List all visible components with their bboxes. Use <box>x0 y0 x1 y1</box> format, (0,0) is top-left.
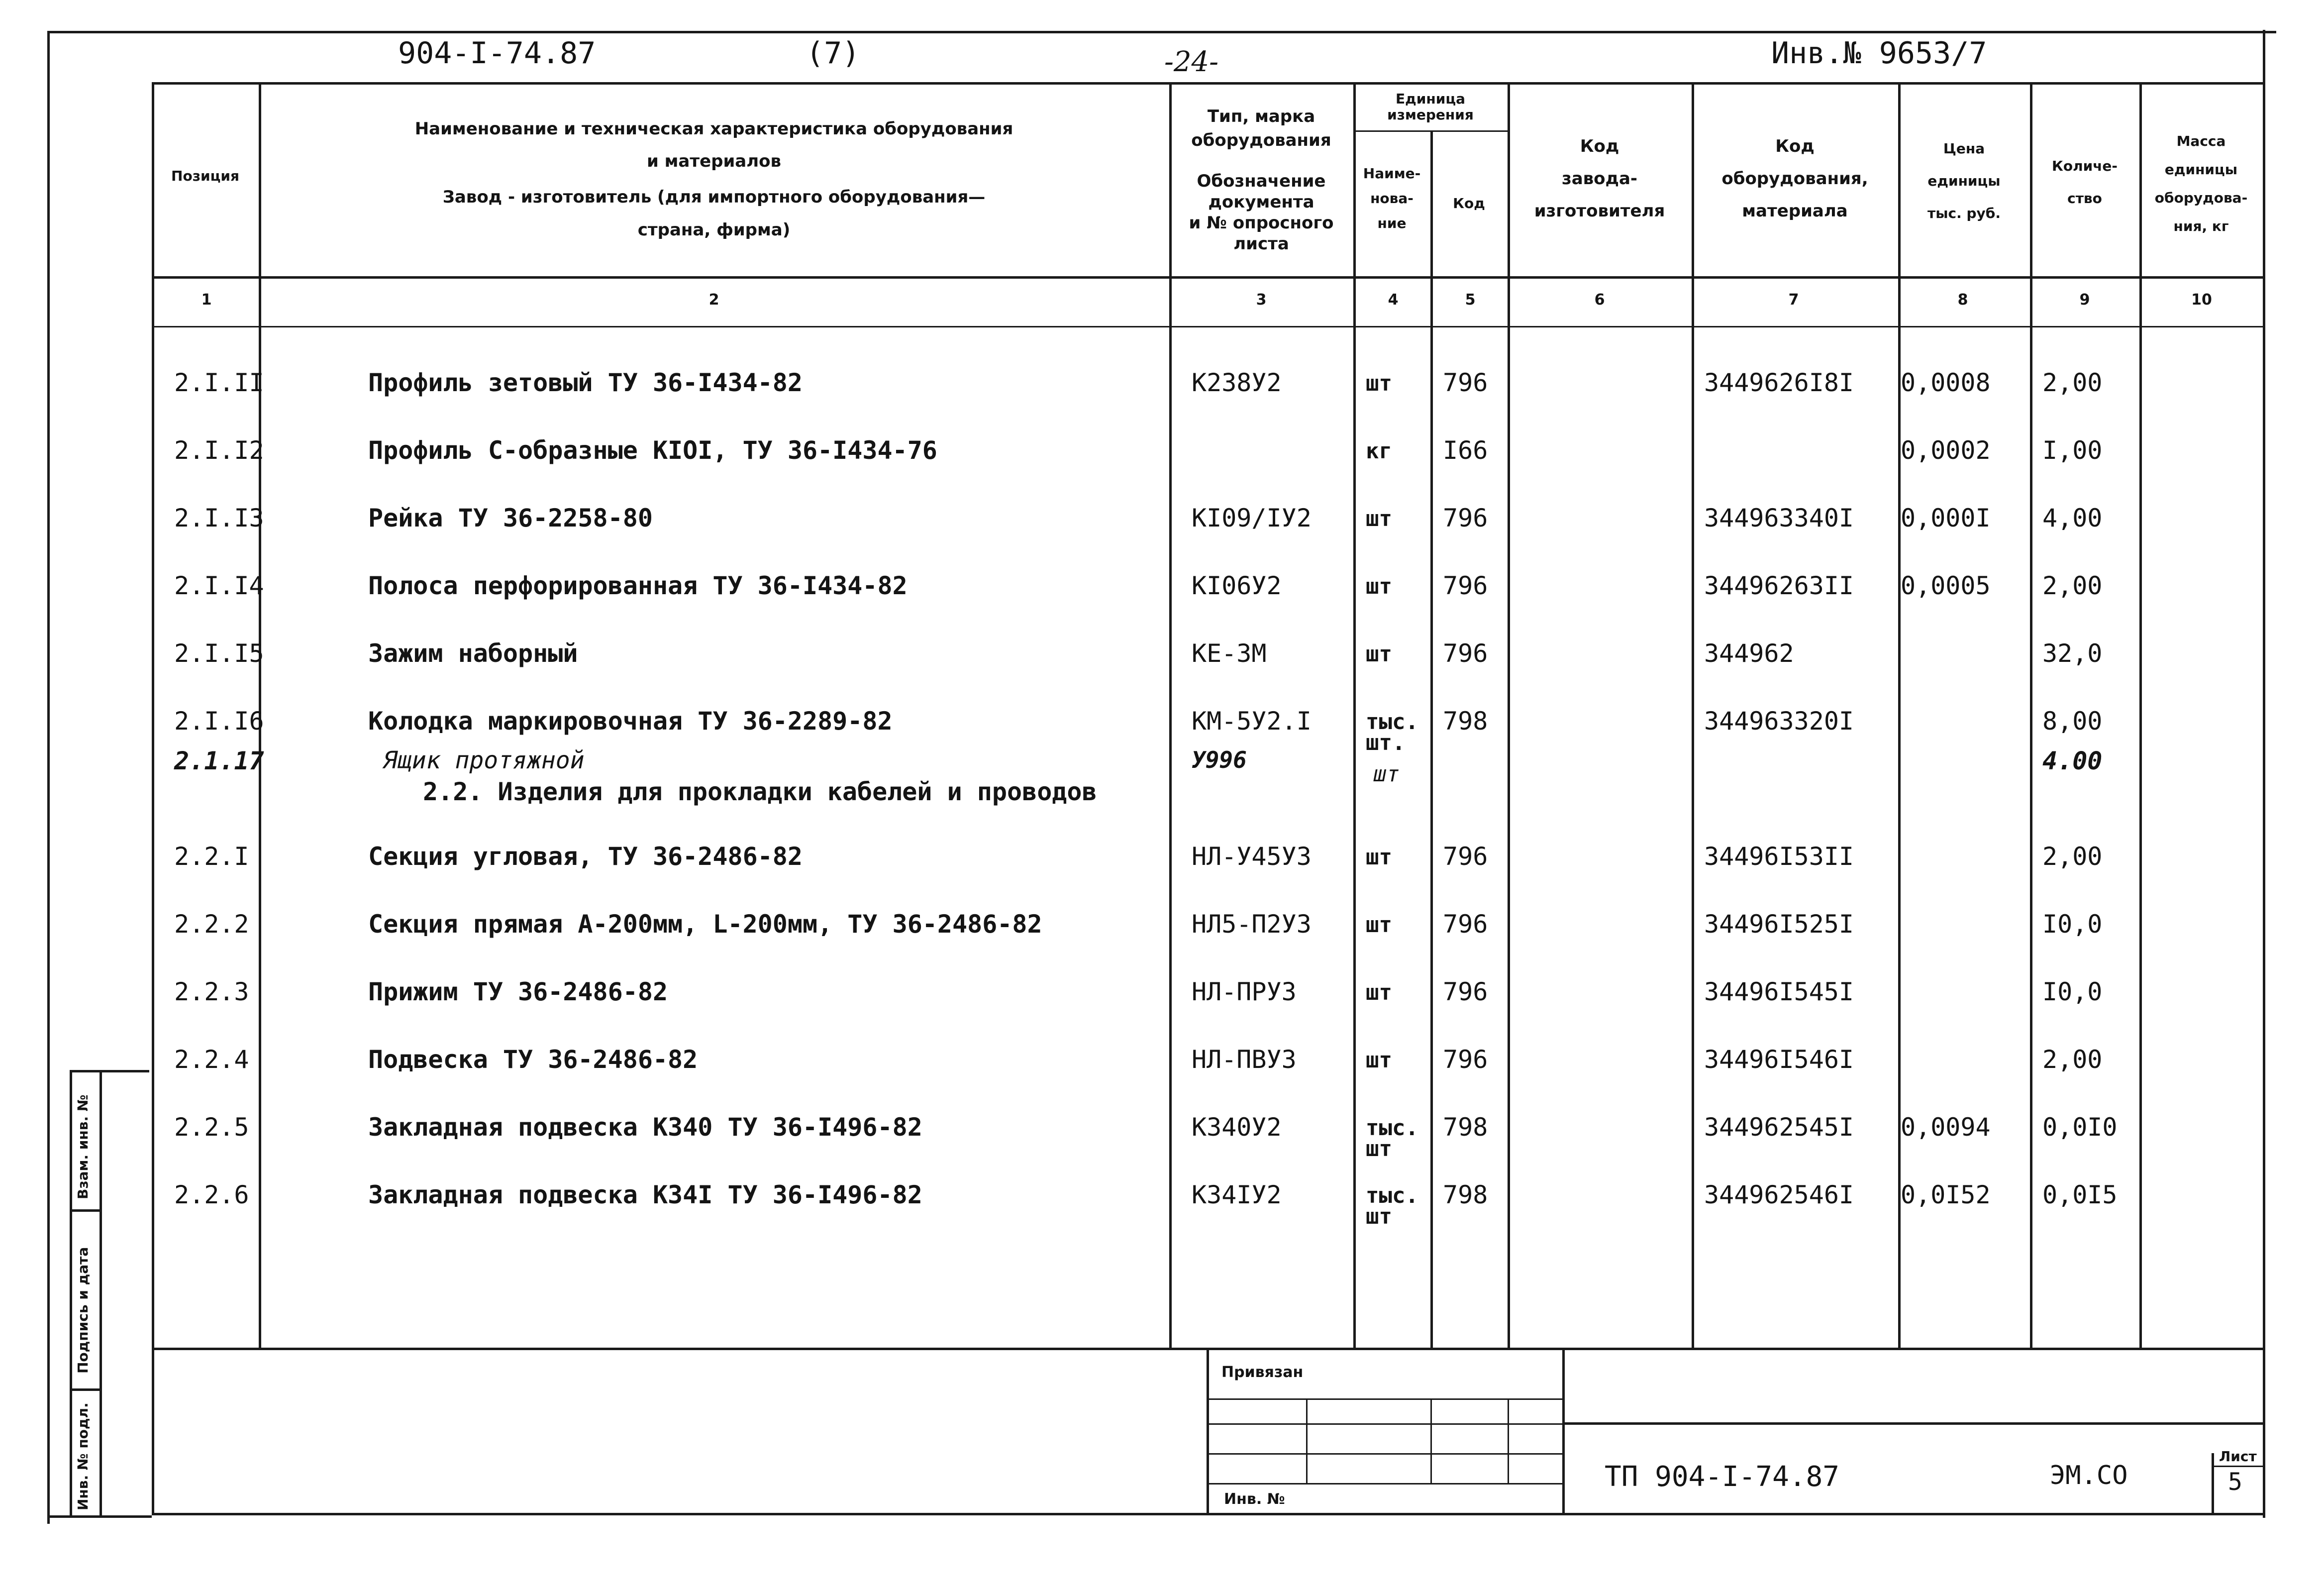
row-name: Полоса перфорированная ТУ 36-I434-82 <box>368 571 908 600</box>
stamp-right-line <box>1562 1422 2264 1425</box>
row-unit-code: 796 <box>1443 504 1488 532</box>
row-equip-code: 34496I545I <box>1704 977 1854 1006</box>
header-name-line1: Наименование и техническая характеристика оборудования <box>414 119 1013 139</box>
stamp-privyazan: Привязан <box>1221 1364 1304 1381</box>
header-name-line3: Завод - изготовитель (для импортного оборудования— <box>442 187 986 207</box>
header-price-line3: тыс. руб. <box>1927 205 2001 221</box>
row-type: НЛ-ПВУ3 <box>1192 1045 1297 1074</box>
row-qty: I0,0 <box>2042 977 2103 1006</box>
row-unit: тыс. <box>1366 1115 1418 1141</box>
row-name: Секция прямая А-200мм, L-200мм, ТУ 36-2486-82 <box>368 910 1042 939</box>
header-type-line4: документа <box>1208 192 1314 212</box>
stamp-sheet-line <box>2212 1466 2264 1467</box>
row-position: 2.I.I6 <box>174 707 264 736</box>
stamp-grid-col <box>1306 1398 1308 1483</box>
row-position: 2.I.I4 <box>174 571 264 600</box>
row-qty: 4.00 <box>2042 746 2103 775</box>
colnum-3: 3 <box>1256 291 1267 309</box>
row-unit: тыс. <box>1366 1183 1418 1208</box>
row-equip-code: 344962 <box>1704 639 1794 668</box>
row-type: НЛ5-П2У3 <box>1192 910 1312 939</box>
header-unit-name-line3: ние <box>1377 215 1407 231</box>
sheet-group: (7) <box>806 36 860 71</box>
row-price: 0,0002 <box>1901 436 1991 465</box>
header-bottom-line <box>152 276 2264 279</box>
row-type: К340У2 <box>1192 1113 1282 1142</box>
stamp-grid-line <box>1207 1483 1562 1485</box>
row-unit-code: 796 <box>1443 1045 1488 1074</box>
row-unit-code: 796 <box>1443 977 1488 1006</box>
header-mass-line2: единицы <box>2164 161 2238 178</box>
colnum-1: 1 <box>201 291 212 309</box>
row-unit-line2: шт <box>1366 1204 1392 1229</box>
row-name: Рейка ТУ 36-2258-80 <box>368 504 653 532</box>
row-equip-code: 344962545I <box>1704 1113 1854 1142</box>
row-unit-code: 796 <box>1443 910 1488 939</box>
side-strip-line <box>70 1209 100 1212</box>
row-name: Подвеска ТУ 36-2486-82 <box>368 1045 698 1074</box>
inventory-number: Инв.№ 9653/7 <box>1771 36 1987 71</box>
header-mass-line4: ния, кг <box>2173 218 2229 234</box>
side-strip-line <box>100 1070 102 1518</box>
row-unit: шт <box>1366 1048 1392 1073</box>
colnum-6: 6 <box>1594 291 1605 309</box>
row-name: Закладная подвеска К340 ТУ 36-I496-82 <box>368 1113 922 1142</box>
row-type: КI06У2 <box>1192 571 1282 600</box>
row-unit: шт <box>1366 506 1392 531</box>
header-unit-group-line1: Единица <box>1396 91 1465 107</box>
section-title: 2.2. Изделия для прокладки кабелей и проводов <box>423 777 1097 806</box>
row-equip-code: 344963340I <box>1704 504 1854 532</box>
row-position: 2.1.17 <box>174 746 264 775</box>
row-unit: тыс. <box>1366 709 1418 735</box>
row-position: 2.I.I5 <box>174 639 264 668</box>
handwritten-row <box>0 746 2324 806</box>
row-type: К34IУ2 <box>1192 1180 1282 1209</box>
row-unit-code: 796 <box>1443 842 1488 871</box>
stamp-inv-no: Инв. № <box>1224 1490 1285 1508</box>
row-type: У996 <box>1192 746 1247 773</box>
row-position: 2.I.II <box>174 368 264 397</box>
row-unit: шт <box>1373 761 1400 787</box>
side-strip-line <box>70 1388 100 1391</box>
stamp-grid-col <box>1430 1398 1432 1483</box>
row-equip-code: 34496I546I <box>1704 1045 1854 1074</box>
stamp-divider-left <box>1207 1348 1209 1514</box>
row-name: Зажим наборный <box>368 639 578 668</box>
row-unit-code: 798 <box>1443 1113 1488 1142</box>
stamp-sheet-label: Лист <box>2219 1448 2257 1465</box>
stamp-grid-col <box>1508 1398 1509 1483</box>
row-position: 2.2.I <box>174 842 249 871</box>
colnum-8: 8 <box>1957 291 1968 309</box>
table-row <box>0 368 2324 428</box>
row-position: 2.2.6 <box>174 1180 249 1209</box>
row-name: Профиль С-образные КIОI, ТУ 36-I434-76 <box>368 436 937 465</box>
row-position: 2.I.I2 <box>174 436 264 465</box>
header-type-line6: листа <box>1233 234 1289 254</box>
header-equip-code-line3: материала <box>1742 201 1848 221</box>
stamp-sheet-divider <box>2212 1453 2214 1513</box>
row-equip-code: 344962546I <box>1704 1180 1854 1209</box>
row-position: 2.2.4 <box>174 1045 249 1074</box>
row-unit: шт <box>1366 641 1392 667</box>
row-qty: 8,00 <box>2042 707 2103 736</box>
colnum-7: 7 <box>1788 291 1799 309</box>
row-equip-code: 34496I53II <box>1704 842 1854 871</box>
row-position: 2.2.5 <box>174 1113 249 1142</box>
table-row <box>0 436 2324 496</box>
header-position: Позиция <box>171 168 239 184</box>
row-qty: 32,0 <box>2042 639 2103 668</box>
row-unit-code: I66 <box>1443 436 1488 465</box>
header-mass-line1: Масса <box>2176 133 2226 149</box>
row-price: 0,0008 <box>1901 368 1991 397</box>
row-qty: 2,00 <box>2042 1045 2103 1074</box>
table-row <box>0 1180 2324 1240</box>
row-position: 2.I.I3 <box>174 504 264 532</box>
side-strip-line <box>70 1070 149 1072</box>
row-unit-code: 798 <box>1443 707 1488 736</box>
row-price: 0,0094 <box>1901 1113 1991 1142</box>
header-name-line2: и материалов <box>646 151 782 171</box>
table-row <box>0 639 2324 699</box>
colnum-bottom-line <box>152 326 2264 327</box>
row-type: НЛ-ПРУ3 <box>1192 977 1297 1006</box>
header-unit-name-line2: нова- <box>1370 190 1414 207</box>
stamp-divider-right <box>1562 1348 1565 1514</box>
colnum-4: 4 <box>1388 291 1399 309</box>
side-label-inv-podl: Инв. № подл. <box>75 1402 91 1510</box>
header-plant-code-line2: завода- <box>1561 169 1638 189</box>
header-type-line3: Обозначение <box>1197 171 1326 191</box>
row-qty: I,00 <box>2042 436 2103 465</box>
colnum-2: 2 <box>708 291 719 309</box>
page-marker: -24- <box>1164 46 1219 78</box>
row-name: Ящик протяжной <box>383 746 585 774</box>
row-qty: 0,0I0 <box>2042 1113 2118 1142</box>
row-price: 0,0I52 <box>1901 1180 1991 1209</box>
side-label-podpis: Подпись и дата <box>75 1247 91 1374</box>
header-type-line5: и № опросного <box>1189 213 1334 233</box>
header-equip-code-line1: Код <box>1775 136 1815 156</box>
row-type: КЕ-3М <box>1192 639 1267 668</box>
row-unit-code: 796 <box>1443 639 1488 668</box>
header-equip-code-line2: оборудования, <box>1721 169 1868 189</box>
row-unit-code: 798 <box>1443 1180 1488 1209</box>
row-type: К238У2 <box>1192 368 1282 397</box>
row-equip-code: 3449626I8I <box>1704 368 1854 397</box>
row-qty: 2,00 <box>2042 571 2103 600</box>
row-type: КМ-5У2.I <box>1192 707 1312 736</box>
row-position: 2.2.3 <box>174 977 249 1006</box>
header-qty-line1: Количе- <box>2051 158 2118 174</box>
row-type: КI09/IУ2 <box>1192 504 1312 532</box>
row-unit: шт <box>1366 980 1392 1005</box>
header-unit-group-line2: измерения <box>1387 106 1474 123</box>
table-row <box>0 842 2324 902</box>
header-price-line2: единицы <box>1927 173 2001 189</box>
header-type-line1: Тип, марка <box>1207 106 1315 126</box>
table-row <box>0 910 2324 969</box>
colnum-9: 9 <box>2079 291 2090 309</box>
row-price: 0,0005 <box>1901 571 1991 600</box>
row-name: Колодка маркировочная ТУ 36-2289-82 <box>368 707 893 736</box>
row-qty: 2,00 <box>2042 842 2103 871</box>
row-unit: шт <box>1366 912 1392 938</box>
stamp-sheet-number: 5 <box>2228 1468 2242 1496</box>
row-qty: 2,00 <box>2042 368 2103 397</box>
row-unit-line2: шт <box>1366 1136 1392 1162</box>
table-row <box>0 1113 2324 1172</box>
header-price-line1: Цена <box>1943 140 1985 157</box>
colnum-10: 10 <box>2191 291 2212 309</box>
row-unit: шт <box>1366 371 1392 396</box>
header-plant-code-line3: изготовителя <box>1534 201 1665 221</box>
colnum-5: 5 <box>1465 291 1476 309</box>
row-name: Секция угловая, ТУ 36-2486-82 <box>368 842 803 871</box>
row-name: Профиль зетовый ТУ 36-I434-82 <box>368 368 803 397</box>
row-equip-code: 34496I525I <box>1704 910 1854 939</box>
header-type-line2: оборудования <box>1191 130 1331 150</box>
row-unit: шт <box>1366 845 1392 870</box>
row-name: Прижим ТУ 36-2486-82 <box>368 977 668 1006</box>
table-row <box>0 977 2324 1037</box>
table-row <box>0 1045 2324 1105</box>
row-price: 0,000I <box>1901 504 1991 532</box>
doc-code: 904-I-74.87 <box>398 36 596 71</box>
row-unit: кг <box>1366 438 1392 464</box>
top-border-line <box>47 31 2276 33</box>
header-qty-line2: ство <box>2067 190 2102 207</box>
stamp-mark: ЭМ.СО <box>2050 1461 2128 1490</box>
stamp-doc-code: ТП 904-I-74.87 <box>1605 1461 1840 1493</box>
table-top-line <box>152 82 2264 85</box>
row-position: 2.2.2 <box>174 910 249 939</box>
row-qty: 0,0I5 <box>2042 1180 2118 1209</box>
row-unit-code: 796 <box>1443 571 1488 600</box>
row-equip-code: 34496263II <box>1704 571 1854 600</box>
row-equip-code: 344963320I <box>1704 707 1854 736</box>
header-unit-name-line1: Наиме- <box>1363 165 1421 182</box>
row-unit-code: 796 <box>1443 368 1488 397</box>
row-type: НЛ-У45У3 <box>1192 842 1312 871</box>
side-strip-line <box>47 1515 152 1518</box>
side-strip-line <box>70 1070 72 1518</box>
header-mass-line3: оборудова- <box>2154 190 2248 206</box>
row-qty: 4,00 <box>2042 504 2103 532</box>
side-label-vzam: Взам. инв. № <box>75 1094 91 1199</box>
table-row <box>0 504 2324 563</box>
row-unit-line2: шт. <box>1366 730 1406 755</box>
unit-group-line <box>1353 130 1508 132</box>
table-row <box>0 571 2324 631</box>
header-unit-code: Код <box>1453 195 1485 212</box>
row-qty: I0,0 <box>2042 910 2103 939</box>
row-unit: шт <box>1366 574 1392 599</box>
row-name: Закладная подвеска К34I ТУ 36-I496-82 <box>368 1180 922 1209</box>
header-name-line4: страна, фирма) <box>637 220 791 240</box>
header-plant-code-line1: Код <box>1580 136 1619 156</box>
